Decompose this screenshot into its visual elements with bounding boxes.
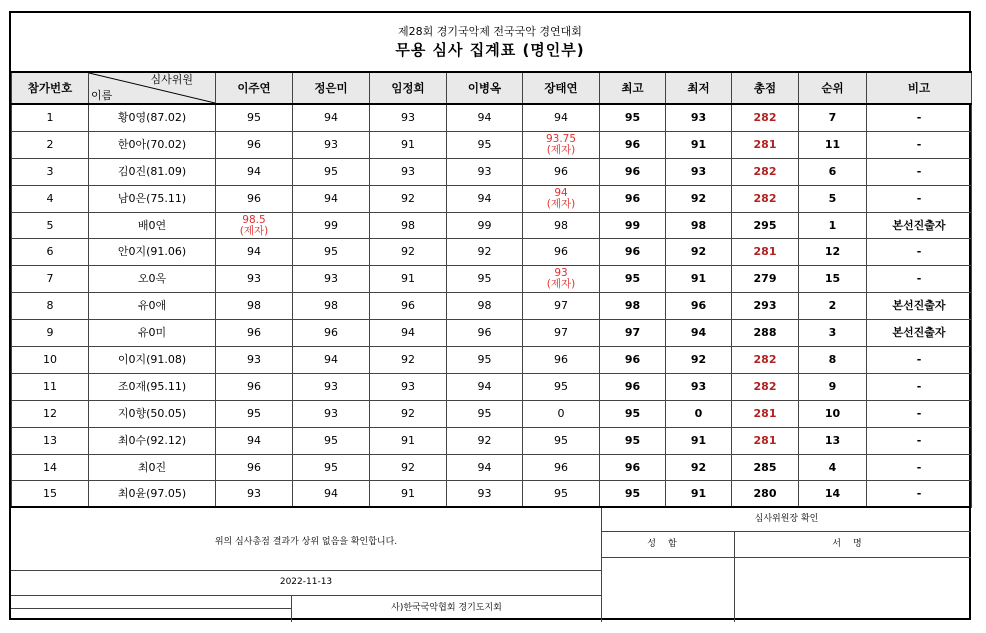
table-row	[12, 427, 972, 454]
entrant-name: 최0윤(97.05)	[89, 481, 216, 508]
judge-score: 94	[216, 158, 293, 185]
note: -	[867, 347, 972, 374]
table-row	[12, 158, 972, 185]
score-body	[12, 104, 972, 508]
total-score: 282	[732, 185, 799, 212]
judge-score: 94	[370, 320, 447, 347]
table-row	[12, 454, 972, 481]
table-row	[12, 400, 972, 427]
table-row	[12, 481, 972, 508]
judge-score: 96	[523, 454, 600, 481]
judge-score: 92	[370, 185, 447, 212]
note: -	[867, 400, 972, 427]
judge-score: 96	[216, 320, 293, 347]
col-judge-3: 임정희	[370, 72, 447, 104]
max-score: 96	[600, 185, 666, 212]
rank: 4	[799, 454, 867, 481]
entry-number: 10	[12, 347, 89, 374]
blank-cell	[11, 608, 292, 622]
judge-score: 91	[370, 131, 447, 158]
col-judge-2: 정은미	[293, 72, 370, 104]
header-row	[12, 72, 972, 104]
total-score: 281	[732, 239, 799, 266]
total-score: 282	[732, 373, 799, 400]
entrant-name: 유0미	[89, 320, 216, 347]
rank: 8	[799, 347, 867, 374]
organization: 사)한국국악협회 경기도지회	[292, 595, 602, 622]
max-score: 96	[600, 454, 666, 481]
judge-score: 94	[293, 481, 370, 508]
col-rank: 순위	[799, 72, 867, 104]
min-score: 92	[666, 347, 732, 374]
total-score: 281	[732, 400, 799, 427]
judge-score: 93	[370, 158, 447, 185]
total-score: 279	[732, 266, 799, 293]
excluded-score: 98.5	[242, 213, 266, 226]
note: -	[867, 481, 972, 508]
judge-score: 96	[216, 185, 293, 212]
note: 본선진출자	[867, 212, 972, 239]
judge-score: 96	[216, 131, 293, 158]
entry-number: 15	[12, 481, 89, 508]
judge-score: 95	[523, 373, 600, 400]
rank: 6	[799, 158, 867, 185]
note: -	[867, 239, 972, 266]
judge-score: 96	[216, 373, 293, 400]
rank: 3	[799, 320, 867, 347]
judge-score: 95	[216, 400, 293, 427]
judge-score: 95	[523, 427, 600, 454]
entry-number: 8	[12, 293, 89, 320]
entry-number: 12	[12, 400, 89, 427]
judge-score: 95	[293, 454, 370, 481]
judge-score: 92	[370, 454, 447, 481]
note: -	[867, 158, 972, 185]
note: -	[867, 185, 972, 212]
judge-score: 96	[447, 320, 523, 347]
excluded-label: (제자)	[546, 278, 576, 291]
judge-score: 98	[293, 293, 370, 320]
min-score: 92	[666, 239, 732, 266]
judge-score: 96	[370, 293, 447, 320]
total-score: 281	[732, 427, 799, 454]
judge-score: 92	[370, 239, 447, 266]
max-score: 95	[600, 104, 666, 131]
judge-score: 99	[293, 212, 370, 239]
judge-score: 93	[293, 131, 370, 158]
footer	[11, 506, 971, 622]
judge-score: 93	[293, 266, 370, 293]
title-area	[11, 13, 969, 71]
max-score: 95	[600, 427, 666, 454]
judge-score: 96	[523, 239, 600, 266]
entrant-name: 유0애	[89, 293, 216, 320]
table-row	[12, 212, 972, 239]
table-row	[12, 131, 972, 158]
rank: 2	[799, 293, 867, 320]
judge-score: 97	[523, 320, 600, 347]
judge-score: 91	[370, 427, 447, 454]
score-table	[11, 71, 972, 508]
signature-field	[735, 558, 971, 622]
note: -	[867, 427, 972, 454]
name-label: 이름	[91, 89, 113, 102]
min-score: 93	[666, 373, 732, 400]
col-min: 최저	[666, 72, 732, 104]
col-judge-1: 이주연	[216, 72, 293, 104]
entrant-name: 한0아(70.02)	[89, 131, 216, 158]
max-score: 95	[600, 481, 666, 508]
rank: 12	[799, 239, 867, 266]
max-score: 96	[600, 347, 666, 374]
judge-score: 93	[447, 158, 523, 185]
total-score: 281	[732, 131, 799, 158]
judge-score: 95	[447, 400, 523, 427]
judge-score	[523, 185, 600, 212]
col-judge-name-diagonal	[89, 72, 216, 104]
score-sheet	[9, 11, 971, 620]
entry-number: 13	[12, 427, 89, 454]
date: 2022-11-13	[11, 570, 602, 596]
total-score: 282	[732, 158, 799, 185]
judge-score: 95	[447, 347, 523, 374]
total-score: 282	[732, 104, 799, 131]
entrant-name: 최0진	[89, 454, 216, 481]
entry-number: 2	[12, 131, 89, 158]
judge-score: 94	[293, 347, 370, 374]
name-field	[602, 558, 735, 622]
min-score: 98	[666, 212, 732, 239]
document-title: 무용 심사 집계표 (명인부)	[395, 41, 585, 59]
note: -	[867, 373, 972, 400]
entry-number: 11	[12, 373, 89, 400]
min-score: 0	[666, 400, 732, 427]
judge-score: 93	[370, 373, 447, 400]
judge-score: 0	[523, 400, 600, 427]
judge-score: 98	[216, 293, 293, 320]
judge-score: 93	[293, 373, 370, 400]
judge-score	[523, 266, 600, 293]
min-score: 91	[666, 427, 732, 454]
judge-score: 92	[370, 400, 447, 427]
judge-score: 93	[216, 347, 293, 374]
judge-score: 98	[447, 293, 523, 320]
max-score: 96	[600, 158, 666, 185]
judge-score: 92	[447, 239, 523, 266]
judge-score: 91	[370, 266, 447, 293]
max-score: 96	[600, 239, 666, 266]
col-note: 비고	[867, 72, 972, 104]
total-score: 285	[732, 454, 799, 481]
judge-score: 94	[216, 427, 293, 454]
judge-score: 95	[293, 427, 370, 454]
col-total: 총점	[732, 72, 799, 104]
max-score: 99	[600, 212, 666, 239]
max-score: 97	[600, 320, 666, 347]
entry-number: 6	[12, 239, 89, 266]
total-score: 280	[732, 481, 799, 508]
judges-label: 심사위원	[150, 73, 193, 86]
max-score: 96	[600, 373, 666, 400]
chief-judge-confirm: 심사위원장 확인	[602, 508, 971, 532]
entrant-name: 김0진(81.09)	[89, 158, 216, 185]
signature-label: 서명	[735, 532, 971, 558]
judge-score: 94	[447, 454, 523, 481]
judge-score: 95	[216, 104, 293, 131]
min-score: 96	[666, 293, 732, 320]
min-score: 94	[666, 320, 732, 347]
rank: 5	[799, 185, 867, 212]
table-row	[12, 373, 972, 400]
min-score: 91	[666, 131, 732, 158]
judge-score: 95	[293, 158, 370, 185]
judge-score: 97	[523, 293, 600, 320]
max-score: 96	[600, 131, 666, 158]
entrant-name: 오0옥	[89, 266, 216, 293]
entry-number: 4	[12, 185, 89, 212]
rank: 9	[799, 373, 867, 400]
judge-score: 95	[523, 481, 600, 508]
judge-score: 98	[370, 212, 447, 239]
max-score: 95	[600, 266, 666, 293]
min-score: 92	[666, 454, 732, 481]
judge-score: 92	[447, 427, 523, 454]
rank: 15	[799, 266, 867, 293]
entrant-name: 남0은(75.11)	[89, 185, 216, 212]
total-score: 282	[732, 347, 799, 374]
judge-score: 93	[293, 400, 370, 427]
judge-score: 93	[216, 266, 293, 293]
note: -	[867, 131, 972, 158]
judge-score: 91	[370, 481, 447, 508]
entry-number: 3	[12, 158, 89, 185]
excluded-score: 93.75	[545, 132, 577, 145]
judge-score: 99	[447, 212, 523, 239]
min-score: 93	[666, 104, 732, 131]
rank: 1	[799, 212, 867, 239]
min-score: 93	[666, 158, 732, 185]
col-max: 최고	[600, 72, 666, 104]
entrant-name: 안0지(91.06)	[89, 239, 216, 266]
total-score: 295	[732, 212, 799, 239]
judge-score: 92	[370, 347, 447, 374]
table-row	[12, 185, 972, 212]
judge-score: 96	[523, 158, 600, 185]
table-row	[12, 347, 972, 374]
entry-number: 14	[12, 454, 89, 481]
judge-score: 93	[370, 104, 447, 131]
table-row	[12, 239, 972, 266]
col-entry-no: 참가번호	[12, 72, 89, 104]
max-score: 98	[600, 293, 666, 320]
entry-number: 1	[12, 104, 89, 131]
note: -	[867, 454, 972, 481]
judge-score: 94	[293, 104, 370, 131]
confirm-box	[11, 508, 602, 571]
name-label: 성함	[602, 532, 735, 558]
col-judge-5: 장태연	[523, 72, 600, 104]
entry-number: 7	[12, 266, 89, 293]
judge-score: 94	[447, 185, 523, 212]
min-score: 92	[666, 185, 732, 212]
entrant-name: 이0지(91.08)	[89, 347, 216, 374]
confirm-text: 위의 심사총점 결과가 상위 없음을 확인합니다.	[214, 537, 398, 547]
table-row	[12, 104, 972, 131]
judge-score	[216, 212, 293, 239]
note: 본선진출자	[867, 320, 972, 347]
table-row	[12, 293, 972, 320]
min-score: 91	[666, 266, 732, 293]
entrant-name: 배0연	[89, 212, 216, 239]
min-score: 91	[666, 481, 732, 508]
judge-score: 98	[523, 212, 600, 239]
entrant-name: 황0영(87.02)	[89, 104, 216, 131]
rank: 10	[799, 400, 867, 427]
judge-score: 96	[523, 347, 600, 374]
judge-score: 96	[216, 454, 293, 481]
table-row	[12, 266, 972, 293]
excluded-score: 94	[554, 186, 568, 199]
judge-score: 94	[447, 104, 523, 131]
judge-score: 93	[447, 481, 523, 508]
entry-number: 5	[12, 212, 89, 239]
rank: 14	[799, 481, 867, 508]
col-judge-4: 이병옥	[447, 72, 523, 104]
excluded-score: 93	[554, 267, 568, 280]
note: -	[867, 266, 972, 293]
entry-number: 9	[12, 320, 89, 347]
judge-score: 95	[447, 131, 523, 158]
judge-score: 96	[293, 320, 370, 347]
judge-score: 94	[293, 185, 370, 212]
excluded-label: (제자)	[239, 224, 269, 237]
excluded-label: (제자)	[546, 197, 576, 210]
judge-score: 93	[216, 481, 293, 508]
entrant-name: 조0재(95.11)	[89, 373, 216, 400]
entrant-name: 지0향(50.05)	[89, 400, 216, 427]
judge-score: 95	[447, 266, 523, 293]
judge-score: 95	[293, 239, 370, 266]
excluded-label: (제자)	[546, 143, 576, 156]
max-score: 95	[600, 400, 666, 427]
total-score: 293	[732, 293, 799, 320]
table-row	[12, 320, 972, 347]
blank-cell	[11, 595, 292, 609]
note: 본선진출자	[867, 293, 972, 320]
rank: 7	[799, 104, 867, 131]
rank: 11	[799, 131, 867, 158]
judge-score	[523, 131, 600, 158]
note: -	[867, 104, 972, 131]
judge-score: 94	[216, 239, 293, 266]
document-subtitle: 제28회 경기국악제 전국국악 경연대회	[398, 25, 582, 38]
judge-score: 94	[447, 373, 523, 400]
judge-score: 94	[523, 104, 600, 131]
entrant-name: 최0수(92.12)	[89, 427, 216, 454]
total-score: 288	[732, 320, 799, 347]
rank: 13	[799, 427, 867, 454]
